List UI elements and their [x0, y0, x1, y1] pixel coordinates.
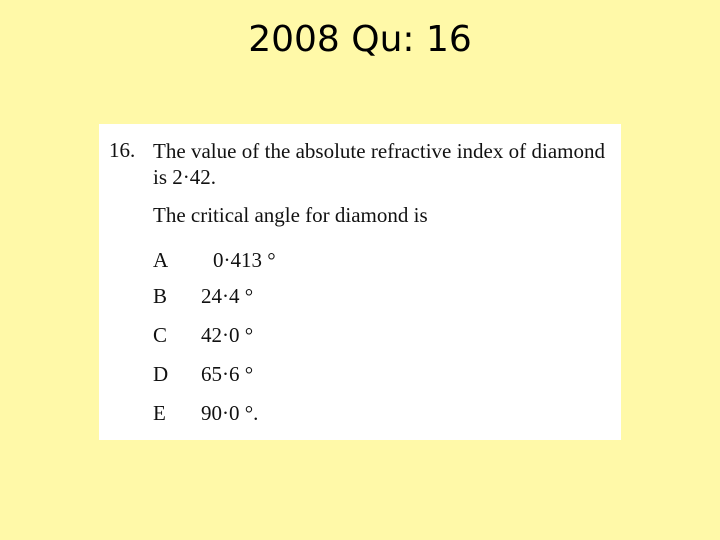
option-d	[153, 362, 453, 388]
option-e	[153, 401, 453, 427]
option-letter: D	[153, 362, 169, 386]
option-value: 42·0 °	[201, 323, 254, 347]
option-b	[153, 284, 453, 310]
option-value: 0·413 °	[213, 248, 276, 272]
option-letter: E	[153, 401, 166, 425]
option-value: 90·0 °.	[201, 401, 259, 425]
question-number: 16.	[109, 138, 136, 162]
question-prompt: The critical angle for diamond is	[153, 203, 428, 227]
slide-title: 2008 Qu: 16	[248, 19, 472, 60]
option-value: 65·6 °	[201, 362, 254, 386]
option-c	[153, 323, 453, 349]
question-stem: The value of the absolute refractive index of diamond is 2·42.	[153, 139, 605, 189]
option-a	[153, 248, 453, 274]
option-letter: B	[153, 284, 168, 308]
option-value: 24·4 °	[201, 284, 254, 308]
question-card	[99, 124, 621, 440]
option-letter: A	[153, 248, 169, 272]
option-letter: C	[153, 323, 168, 347]
